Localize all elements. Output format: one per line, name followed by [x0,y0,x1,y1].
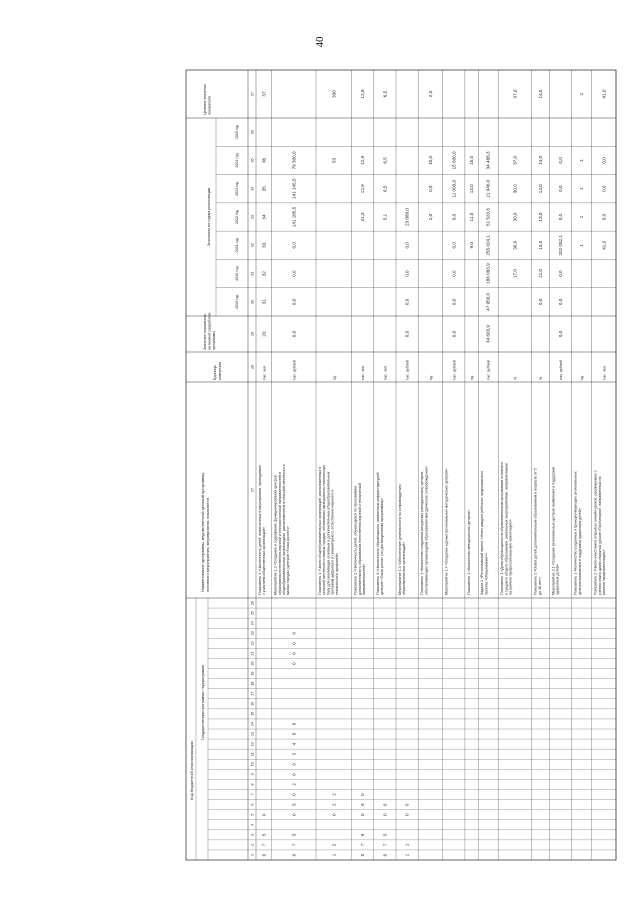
row-value: 141 145,5 [291,178,297,199]
code-sub-header: Государственная программа / подпрограмма [201,665,205,740]
column-number: 30 [250,299,255,304]
row-unit: тыс. чел. [602,365,607,380]
row-value: 1 [579,187,585,190]
budget-indicator-table [186,70,616,860]
row-value: 32 [261,271,267,277]
row-name [594,470,606,595]
column-number: 3 [250,833,255,836]
row-value: 37,0 [512,155,518,165]
row-unit: ед. [428,374,433,380]
code-digit: 0 [291,652,297,655]
row-name [467,510,471,595]
column-number: 23 [250,631,255,636]
code-digit: 0 [291,813,297,816]
row-value: 13,0 [469,184,475,194]
name-col-header [200,472,210,592]
code-digit: 1 [404,853,410,857]
row-name [258,465,266,595]
years-group-header: Значения по годам реализации [206,187,211,246]
row-name-line: малых городах (центров «Точка роста»)» [286,526,291,595]
row-value: 35 [261,186,267,192]
row-value: 0,0 [404,242,410,249]
row-value: 0,0 [291,242,297,249]
code-digit: 0 [291,662,297,665]
code-digit: 0 [261,853,267,857]
column-number: 22 [250,641,255,646]
row-unit: тыс. чел. [262,365,267,380]
row-name-line: центров выявления и поддержки одаренных детей» [577,508,582,595]
code-digit: 0 [360,813,366,816]
row-name-line: образовательных организаций» [402,541,407,595]
row-value: 0,0 [557,298,563,306]
row-value: 0,0 [291,270,297,277]
unit-col-header: Единица [213,365,217,380]
code-digit: 5 [291,732,297,736]
code-digit: 2 [331,843,337,847]
code-digit: 1 [331,853,337,857]
row-unit: ед. [470,374,475,380]
year-header: 2019 год [235,294,239,309]
row-name-line: и среднего общего образования, охваченных мероприятиями, направленными [504,463,509,595]
row-value: 1 [579,244,585,247]
row-value: 6,5 [382,157,388,164]
row-value: 0,0 [557,157,563,164]
row-unit: ед. [580,374,585,380]
row-value: 12,0 [537,269,543,279]
row-name-line: центров «Точка роста» (по дистанционным программам)» [379,498,384,595]
row-value: 12,9 [360,155,366,165]
row-name-line: общеобразовательных организациях, расположенных в сельской местности и [281,464,286,595]
row-value: 79 300,0 [291,151,297,170]
row-name [376,472,384,595]
row-value: 255 024,1 [485,235,491,256]
row-value: 0,0 [537,298,543,306]
row-name-line: программ цифрового и гуманитарного, естественно-научного и [330,489,335,595]
row-value: 0,0 [451,242,457,249]
row-value: 1 [579,92,585,96]
column-number: 25 [250,611,255,616]
row-value: 47 958,0 [485,292,491,311]
row-name-line: с участием общественных организаций» [262,527,267,595]
row-unit: тыс. чел. [361,365,366,380]
column-number: 33 [250,215,255,219]
code-digit: 5 [291,803,297,806]
code-digit: 0 [291,763,297,766]
row-value: 0,0 [427,185,433,192]
column-number: 5 [250,813,255,816]
code-digit: 7 [291,843,297,847]
code-digit: 2 [331,803,337,806]
column-number: 26 [250,601,255,606]
row-name-line: Показатель 1 «Количество методических центров» [466,509,471,595]
column-number: 12 [250,742,255,747]
row-unit: тыс. рублей [292,360,297,380]
code-digit: 7 [382,843,388,847]
unit-col-header: измерения [218,361,222,380]
row-name [398,484,406,595]
row-name-line: дополнительного образования естественно-научной и технической [357,482,362,595]
row-value: 1 [579,159,585,162]
row-value: 30,0 [512,240,518,250]
code-digit: 0 [360,793,366,796]
row-value: 12,9 [360,184,366,194]
row-value: 0,0 [557,330,563,338]
row-value: 14,0 [537,184,543,194]
row-value: 0,0 [451,213,457,221]
row-name-line: обеспечивающих организациям образования методическое сопровождение» [424,466,429,595]
code-digit: 2 [331,793,337,796]
row-unit: % [538,376,543,380]
row-value: 14,0 [537,89,543,99]
row-name-line: на раннюю профессиональную ориентацию» [508,519,513,595]
row-value: 17,0 [512,269,518,279]
row-value: 6,5 [382,90,388,98]
row-name-line: Показатель 1 «Количество созданных ресурсных (методических) центров, [420,471,425,595]
column-number: 27 [250,488,255,492]
column-number: 8 [250,783,255,786]
row-value: 53 [331,157,337,163]
column-number: 35 [250,158,255,163]
row-value: 0,0 [601,213,607,221]
column-number: 21 [250,651,255,656]
code-digit: 0 [382,853,388,857]
row-name-line: одаренных детей» [555,564,560,595]
row-name-line: Показатель 1 «Число общеобразовательных организаций, расположенных в [318,466,322,595]
column-number: 24 [250,621,255,626]
row-unit: тыс. рублей [452,360,457,380]
row-name-line: технического профилей» [334,553,339,595]
row-name-line: раннюю профориентацию» [601,549,606,595]
row-unit: ед. [332,374,337,380]
row-name-line: учетом опыта цикла открытых уроков «Проектория», направленных на [597,476,602,595]
row-name [420,466,428,595]
year-header: 2025 год [235,125,239,140]
row-value: 1 [579,215,585,219]
page-number: 40 [314,36,326,48]
target-col-header-line: показателя [207,96,212,115]
row-value: 15,0 [469,155,475,165]
row-name-line: базу для реализации основных и дополнительных общеобразовательных [326,471,331,595]
code-digit: 3 [291,752,297,756]
row-name [445,469,449,595]
column-number: 17 [250,691,255,696]
row-name-line: образования естественно-научной и технологической направленностей в [277,471,282,595]
column-number: 37 [250,92,255,96]
row-value: 0,0 [601,185,607,192]
row-value: 5,1 [382,213,388,221]
row-value: 0,0 [451,330,457,338]
code-digit: 0 [291,632,297,635]
row-value: 12,9 [360,89,366,99]
row-name-line: Мероприятие 1.4 «Создание единых региональных методических центров» [444,468,449,595]
row-value: 0,0 [601,157,607,164]
column-number: 20 [250,661,255,666]
column-number: 2 [250,843,255,846]
row-value: 2,0 [427,90,433,98]
year-header: 2023 год [235,181,239,196]
year-header: 2020 год [235,266,239,281]
code-digit: 5 [382,833,388,837]
row-value: 34 488,3 [485,151,491,170]
row-value: 9,0 [469,242,475,249]
column-number: 9 [250,773,255,776]
row-name-line: Показатель 1 «Доля обучающихся по образовательным программам основного [500,462,505,595]
row-unit: тыс. рублей [486,360,491,380]
code-digit: 0 [291,853,297,857]
year-header: 2022 год [235,209,239,225]
row-value: 34 [261,214,267,220]
row-value: 33 [261,242,267,248]
row-value: 36 [261,157,267,163]
row-name-line: Показатель 2 «Охват детей дополнительным образованием в возрасте от 5 [533,468,538,595]
row-value: 202 052,1 [557,235,563,256]
row-value: 0,0 [291,298,297,306]
column-number: 16 [250,701,255,706]
column-number: 7 [250,793,255,796]
row-value: 141 185,5 [291,206,297,228]
column-number: 18 [250,681,255,686]
row-value: 0,0 [404,298,410,306]
column-number: 29 [250,332,255,336]
row-value: 15 000,0 [451,151,457,170]
row-value: 41,0 [601,89,607,99]
row-name-line: Показатель 1 «Численность детей, вовлеченных в мероприятия, проводимые [258,464,262,595]
row-name-line: Показатель 3 «Численность обучающихся, охваченных инфраструктурой [375,472,380,595]
row-value: 0,0 [291,330,297,338]
row-name-line: Показатель 2 «Число участников открытых онлайн-уроков, реализуемых с [593,470,598,595]
row-name-line: Мероприятие 2.1 «Создание региональных центров выявления и поддержки [551,466,556,595]
row-value: 21 046,0 [485,179,491,198]
row-name [551,467,559,595]
row-value: 37 [261,91,267,97]
code-digit: 5 [261,833,267,837]
row-name [274,464,291,595]
row-value: 0,0 [404,270,410,277]
row-name-line: до 18 лет» [537,577,542,595]
row-value: 0,0 [404,330,410,338]
code-digit: 6 [291,722,297,726]
code-digit: 4 [291,742,297,746]
column-number: 34 [250,186,255,191]
row-name-line: направленностей» [361,563,366,595]
code-digit: 5 [360,833,366,837]
row-name-line: Задача 2 «Региональный проект «Успех каждого ребенка» национального [480,470,485,595]
column-number: 10 [250,762,255,767]
row-name [354,483,366,595]
row-name-line: Показатель 2 «Численность детей, обучающихся по программам [353,486,358,595]
code-digit: 2 [291,783,297,786]
row-value: 14,0 [537,155,543,165]
name-col-header-line: основного мероприятия, мероприятия, показателя [205,497,211,592]
row-value: 13,0 [537,212,543,222]
row-value: 0,0 [451,270,457,277]
code-digit: 6 [404,803,410,806]
column-number: 28 [250,365,255,369]
row-value: 0,0 [557,270,563,277]
row-unit: тыс. рублей [558,360,563,380]
code-digit: 0 [291,793,297,796]
row-name [534,468,542,595]
row-value: 23 889,0 [404,208,410,226]
target-col-header [203,84,211,115]
column-number: 6 [250,803,255,806]
code-digit: 5 [360,803,366,806]
row-value: 330 [331,90,337,98]
column-number: 19 [250,671,255,676]
row-value: 0,0 [451,298,457,306]
code-digit: 7 [261,843,267,847]
row-unit: тыс. чел. [383,365,388,380]
column-number: 1 [250,853,255,856]
code-digit: 0 [404,813,410,816]
row-value: 41,3 [360,212,366,222]
code-digit: 0 [291,773,297,776]
code-digit: 1 [404,843,410,847]
row-name-line: проекта «Образование»» [484,552,489,595]
row-value: 30,0 [512,212,518,222]
row-unit: тыс. рублей [405,360,410,380]
base-col-header-line: на момент разработки [207,312,212,350]
row-unit: % [513,376,518,380]
row-value: 31 [261,299,267,305]
row-value: 0,0 [557,213,563,221]
row-value: 11,0 [469,212,475,222]
row-value: 0,0 [557,185,563,192]
code-digit: 6 [382,803,388,806]
year-header: 2021 год [235,238,239,253]
column-number: 14 [250,721,255,726]
row-name [574,471,582,595]
column-number: 11 [250,752,255,757]
row-value: 51 520,6 [485,208,491,226]
row-value: 30,0 [512,184,518,194]
column-number: 4 [250,823,255,826]
code-digit: 7 [360,843,366,847]
code-digit: 0 [382,813,388,816]
row-value: 2,0 [427,213,433,221]
code-digit: 0 [360,853,366,857]
code-digit: 5 [291,833,297,837]
row-value: 186 083,9 [485,263,491,284]
base-col-header [203,313,216,350]
row-name-line: сельской местности и малых городах, обновивших материально-техническую [322,464,327,595]
base-col-header-line: программы [211,331,216,350]
code-digit: 0 [291,642,297,645]
row-value: 11 000,0 [451,179,457,198]
row-name [318,465,339,595]
row-value: 41,0 [601,240,607,250]
row-value: 37,0 [512,89,518,99]
year-header: 2024 год [235,153,239,168]
row-value: 6,5 [382,185,388,192]
row-name [500,462,512,595]
row-name [480,471,488,595]
row-value: 34 603,9 [485,325,491,343]
row-name-line: Мероприятие 1.2 «Создание и содержание функционирования центров [273,475,278,595]
code-digit: 0 [261,813,267,816]
row-name-line: Мероприятие 1.3 «Обеспечение деятельности по сопровождению [398,484,402,595]
row-name-line: Показатель 1 «Количество созданных и функционирующих региональных [573,471,578,595]
base-col-header-line: Значение показателя [203,314,207,350]
column-number: 31 [250,271,255,276]
target-col-header-line: Целевое значение [203,84,207,115]
column-number: 15 [250,711,255,716]
column-number: 32 [250,243,255,248]
name-col-header-line: Наименование программы, ведомственной целевой программы, [200,471,205,592]
code-group-header: Код бюджетной классификации [189,741,194,800]
row-value: 13,0 [537,240,543,250]
row-value: 10,0 [427,155,433,165]
row-value: 20 [261,331,267,337]
code-digit: 0 [331,813,337,816]
column-number: 36 [250,130,255,135]
column-number: 13 [250,732,255,737]
